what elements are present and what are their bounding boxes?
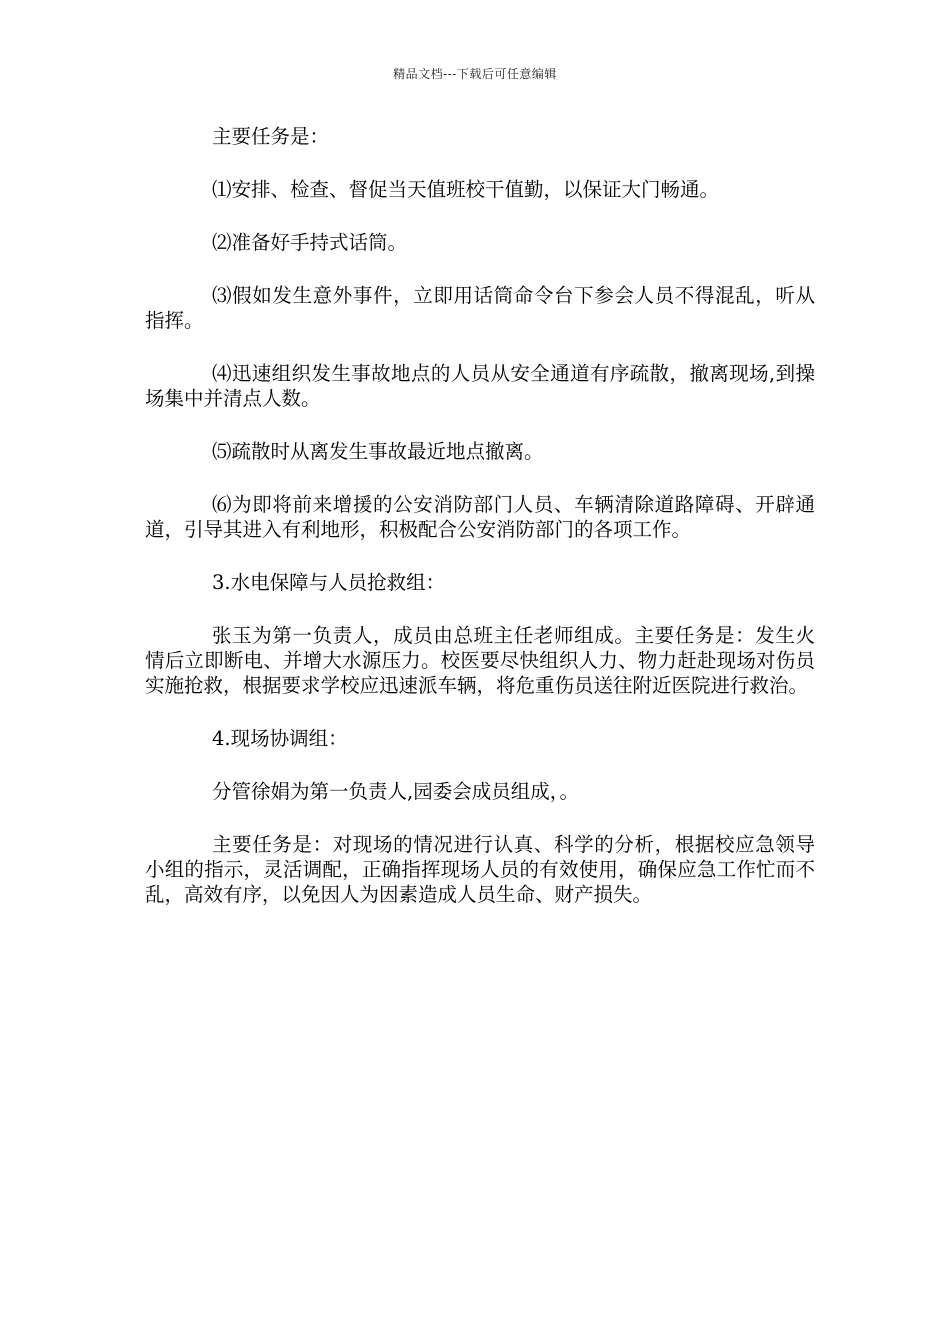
- page-header: 精品文档---下载后可任意编辑: [393, 67, 557, 81]
- paragraph-task-4: ⑷迅速组织发生事故地点的人员从安全通道有序疏散，撤离现场,到操场集中并清点人数。: [145, 362, 815, 410]
- paragraph-task-5: ⑸疏散时从离发生事故最近地点撤离。: [212, 440, 544, 463]
- section-heading-utilities-rescue: 3.水电保障与人员抢救组：: [212, 571, 446, 594]
- paragraph-utilities-rescue: 张玉为第一负责人，成员由总班主任老师组成。主要任务是：发生火情后立即断电、并增大水源压力。校医要尽快组织人力、物力赶赴现场对伤员实施抢救，根据要求学校应迅速派车辆，将危重伤员送往附近医院进行救治。: [145, 624, 815, 697]
- document-body: [145, 124, 815, 935]
- paragraph-main-tasks-heading: 主要任务是：: [212, 125, 330, 148]
- paragraph-coordination-members: 分管徐娟为第一负责人,园委会成员组成，。: [212, 780, 579, 803]
- paragraph-coordination-tasks: 主要任务是：对现场的情况进行认真、科学的分析，根据校应急领导小组的指示，灵活调配，正确指挥现场人员的有效使用，确保应急工作忙而不乱，高效有序，以免因人为因素造成人员生命、财产损失。: [145, 833, 815, 906]
- paragraph-task-1: ⑴安排、检查、督促当天值班校干值勤，以保证大门畅通。: [212, 178, 720, 201]
- paragraph-task-6: ⑹为即将前来增援的公安消防部门人员、车辆清除道路障碍、开辟通道，引导其进入有利地形，积极配合公安消防部门的各项工作。: [145, 493, 815, 541]
- section-heading-coordination: 4.现场协调组：: [212, 727, 348, 750]
- paragraph-task-3: ⑶假如发生意外事件，立即用话筒命令台下参会人员不得混乱，听从指挥。: [145, 284, 815, 332]
- paragraph-task-2: ⑵准备好手持式话筒。: [212, 231, 408, 254]
